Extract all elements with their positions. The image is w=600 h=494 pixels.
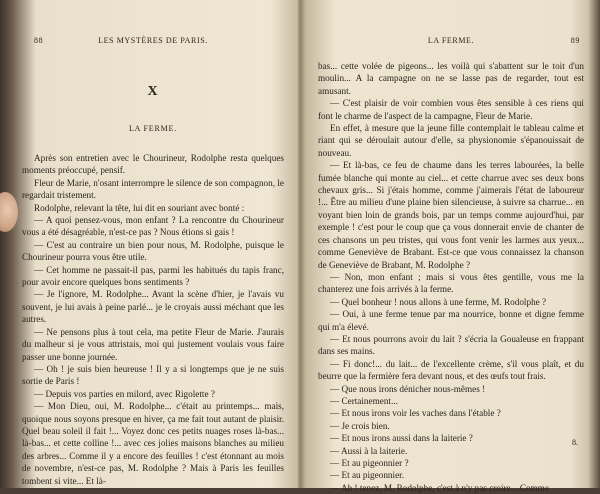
page-body: [318, 60, 584, 494]
left-page: [22, 0, 284, 488]
paragraph: — Quel bonheur ! nous allons à une ferme, M. Rodolphe ?: [330, 296, 547, 307]
paragraph: — Cet homme ne passait-il pas, parmi les habitués du tapis franc, pour avoir encore quelques bons sentiments ?: [22, 264, 284, 288]
paragraph: — Ah ! tenez, M. Rodolphe, c'est à n'y pas croire... Comme: [330, 482, 549, 493]
page-number: 89: [570, 36, 580, 45]
signature-mark: 8.: [572, 438, 578, 447]
paragraph: — Et au pigeonnier ?: [330, 458, 409, 468]
paragraph: — Fi donc!... du lait... de l'excellente crème, s'il vous plaît, et du beurre que la fermière fera devant nous, et des œufs tout frais.: [318, 358, 584, 382]
paragraph: — Je l'ignore, M. Rodolphe... Avant la scène d'hier, je l'avais vu souvent, je lui avais à peine parlé... je le croyais aussi méchant que les autres.: [22, 289, 284, 325]
paragraph: — Je crois bien.: [330, 420, 390, 431]
paragraph: — Mon Dieu, oui, M. Rodolphe... c'était au printemps... mais, quoique nous soyons presque en hiver, ça me fait tout autant de plaisir. Quel beau soleil il fait !... Voyez donc ces petits nuages roses là-bas... là-bas... et cette colline !... avec ces jolies maisons blanches au milieu des arbres... Comme il y a encore des feuilles ! c'est étonnant au mois de novembre, n'est-ce pas, M. Rodolphe ? Mais à Paris les feuilles tombent si vite... Et là-: [22, 401, 284, 486]
paragraph: — Que nous irons dénicher nous-mêmes !: [330, 383, 486, 394]
page-number: 88: [34, 36, 44, 45]
paragraph: — Oh ! je suis bien heureuse ! Il y a si longtemps que je ne suis sortie de Paris !: [22, 363, 284, 387]
paragraph: En effet, à mesure que la jeune fille contemplait le tableau calme et riant qui se déroulait autour d'elle, sa physionomie s'épanouissait de nouveau.: [318, 123, 584, 158]
paragraph: — Et nous pourrons avoir du lait ? s'écria la Goualeuse en frappant dans ses mains.: [318, 333, 584, 357]
running-title: LES MYSTÈRES DE PARIS.: [98, 36, 208, 45]
chapter-title: LA FERME.: [128, 124, 178, 133]
paragraph: Fleur de Marie, n'osant interrompre le silence de son compagnon, le regardait tristement.: [22, 177, 284, 201]
paragraph: — C'est au contraire un bien pour nous, M. Rodolphe, puisque le Chourineur pourra vous être utile.: [22, 239, 284, 263]
chapter-number: X: [147, 84, 159, 99]
paragraph: — Oui, à une ferme tenue par ma nourrice, bonne et digne femme qui m'a élevé.: [318, 309, 584, 332]
paragraph: — Et là-bas, ce feu de chaume dans les terres labourées, la belle fumée blanche qui monte au ciel... et cette charrue avec ses deux bons chevaux gris... Si j'étais homme, comme j'aimerais l'état de laboureur !... Être au milieu d'une plaine bien silencieuse, à suivre sa charrue... en voyant bien loin de grands bois, par un temps comme aujourd'hui, par exemple ! c'est pour le coup que ça vous donnerait envie de chanter de ces chansons un peu tristes, qui vous font venir les larmes aux yeux... comme Geneviève de Brabant. Est-ce que vous connaissez la chanson de Geneviève de Brabant, M. Rodolphe ?: [318, 160, 584, 270]
paragraph: — Ne pensons plus à tout cela, ma petite Fleur de Marie. J'aurais du malheur si je vous attristais, moi qui justement voulais vous faire passer une bonne journée.: [22, 326, 284, 362]
paragraph: bas... cette volée de pigeons... les voilà qui s'abattent sur le toit d'un moulin... A la campagne on ne se lasse pas de regarder, tout est amusant.: [318, 61, 584, 96]
paragraph: — Et nous irons voir les vaches dans l'étable ?: [330, 408, 501, 419]
paragraph: Rodolphe, relevant la tête, lui dit en souriant avec bonté :: [34, 202, 245, 213]
running-title: LA FERME.: [427, 36, 475, 45]
page-body: [22, 152, 284, 487]
thumb: [0, 192, 18, 232]
paragraph: — Certainement...: [330, 395, 398, 406]
paragraph: — Et nous irons aussi dans la laiterie ?: [330, 433, 473, 444]
paragraph: Après son entretien avec le Chourineur, Rodolphe resta quelques moments préoccupé, pensif.: [22, 153, 284, 176]
paragraph: — A quoi pensez-vous, mon enfant ? La rencontre du Chourineur vous a été désagréable, n'est-ce pas ? Nous étions si gais !: [22, 215, 284, 238]
paragraph: — Aussi à la laiterie.: [330, 445, 408, 456]
paragraph: — Et au pigeonnier.: [330, 470, 404, 481]
right-page: [318, 0, 584, 493]
paragraph: — Non, mon enfant ; mais si vous êtes gentille, vous me la chanterez une fois arrivés à la ferme.: [318, 271, 584, 295]
paragraph: — Depuis vos parties en milord, avec Rigolette ?: [34, 388, 215, 399]
paragraph: — C'est plaisir de voir combien vous êtes sensible à ces riens qui font le charme de l'aspect de la campagne, Fleur de Marie.: [318, 98, 584, 121]
